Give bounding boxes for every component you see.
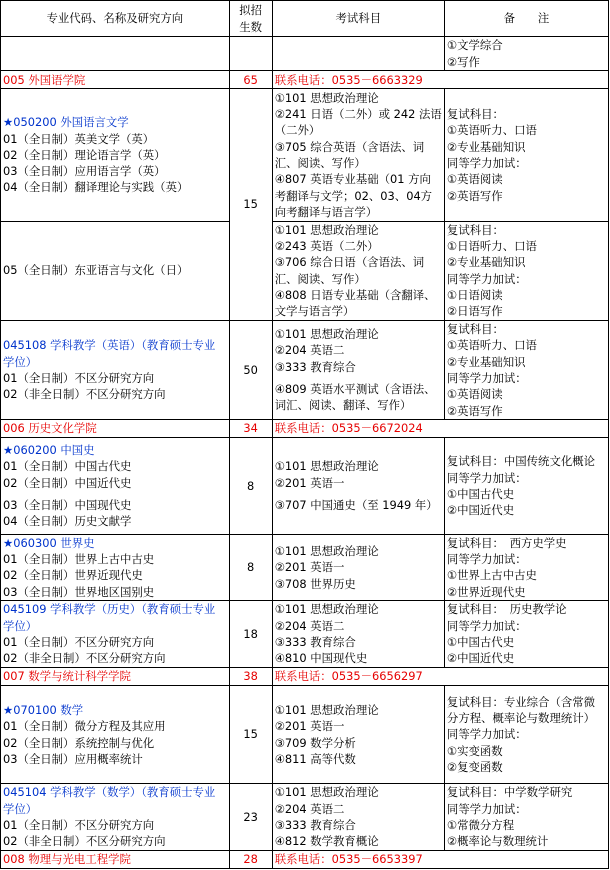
notes-cell: 复试科目： ①英语听力、口语 ②专业基础知识 同等学力加试： ①英语阅读 ②英语写作 xyxy=(444,89,608,221)
school-phone: 联系电话：0535－6663329 xyxy=(272,71,608,89)
table-row xyxy=(1,784,609,851)
table-row xyxy=(1,685,609,784)
major-cell: ★070100 数学 01（全日制）微分方程及其应用 02（全日制）系统控制与优化 03（全日制）应用概率统计 xyxy=(1,685,230,784)
major-cell: ★060300 世界史 01（全日制）世界上古中古史 02（全日制）世界近现代史 03（全日制）世界地区国别史 xyxy=(1,534,230,601)
table-row xyxy=(1,601,609,668)
school-plan: 28 xyxy=(229,850,272,868)
star-icon: ★ xyxy=(3,443,14,458)
plan-cell: 50 xyxy=(229,320,272,419)
plan-cell: 18 xyxy=(229,601,272,668)
table-row xyxy=(1,89,609,221)
major-cell: 045104 学科教学（数学）（教育硕士专业学位） 01（全日制）不区分研究方向 02（非全日制）不区分研究方向 xyxy=(1,784,230,851)
school-row xyxy=(1,850,609,868)
exam-cell: ①101 思想政治理论 ②201 英语一 ③709 数学分析 ④811 高等代数 xyxy=(272,685,444,784)
school-plan: 38 xyxy=(229,667,272,685)
notes-cell: ①文学综合 ②写作 xyxy=(444,37,608,71)
plan-cell: 23 xyxy=(229,784,272,851)
school-name: 005 外国语学院 xyxy=(1,71,230,89)
exam-cell: ①101 思想政治理论 ②201 英语一 ③707 中国通史（至 1949 年） xyxy=(272,438,444,535)
major-cell: 045108 学科教学（英语）（教育硕士专业学位） 01（全日制）不区分研究方向 02（非全日制）不区分研究方向 xyxy=(1,320,230,419)
school-row xyxy=(1,71,609,89)
school-name: 007 数学与统计科学学院 xyxy=(1,667,230,685)
table-row xyxy=(1,534,609,601)
exam-cell: ①101 思想政治理论 ②204 英语二 ③333 教育综合 ④810 中国现代史 xyxy=(272,601,444,668)
star-icon: ★ xyxy=(3,702,14,717)
table-row xyxy=(1,37,609,71)
school-name: 008 物理与光电工程学院 xyxy=(1,850,230,868)
header-row xyxy=(1,1,609,37)
school-plan: 34 xyxy=(229,420,272,438)
table-row xyxy=(1,438,609,535)
school-row xyxy=(1,667,609,685)
school-phone: 联系电话：0535－6672024 xyxy=(272,420,608,438)
star-icon: ★ xyxy=(3,115,14,130)
table-row xyxy=(1,221,609,320)
major-cell: 05（全日制）东亚语言与文化（日） xyxy=(1,221,230,320)
notes-cell: 复试科目： 历史教学论 同等学力加试： ①中国古代史 ②中国近代史 xyxy=(444,601,608,668)
exam-cell: ①101 思想政治理论 ②241 日语（二外）或 242 法语（二外） ③705 综合英语（含语法、词汇、阅读、写作） ④807 英语专业基础（01 方向考翻译与文学；02、03、04方向考翻译与语言学） xyxy=(272,89,444,221)
major-cell: ★060200 中国史 01（全日制）中国古代史 02（全日制）中国近代史 03（全日制）中国现代史 04（全日制）历史文献学 xyxy=(1,438,230,535)
exam-cell: ①101 思想政治理论 ②201 英语一 ③708 世界历史 xyxy=(272,534,444,601)
star-icon: ★ xyxy=(3,535,14,550)
header-notes: 备 注 xyxy=(444,1,608,37)
school-phone: 联系电话：0535－6656297 xyxy=(272,667,608,685)
table-row xyxy=(1,320,609,419)
plan-cell: 15 xyxy=(229,89,272,320)
notes-cell: 复试科目：中国传统文化概论 同等学力加试： ①中国古代史 ②中国近代史 xyxy=(444,438,608,535)
header-plan: 拟招 生数 xyxy=(229,1,272,37)
exam-cell: ①101 思想政治理论 ②243 英语（二外） ③706 综合日语（含语法、词汇、阅读、写作） ④808 日语专业基础（含翻译、文学与语言学） xyxy=(272,221,444,320)
notes-cell: 复试科目： 西方史学史 同等学力加试： ①世界上古中古史 ②世界近现代史 xyxy=(444,534,608,601)
major-cell: 045109 学科教学（历史）（教育硕士专业学位） 01（全日制）不区分研究方向 02（非全日制）不区分研究方向 xyxy=(1,601,230,668)
plan-cell: 8 xyxy=(229,534,272,601)
plan-cell: 8 xyxy=(229,438,272,535)
header-major: 专业代码、名称及研究方向 xyxy=(1,1,230,37)
notes-cell: 复试科目：专业综合（含常微分方程、概率论与数理统计） 同等学力加试： ①实变函数 ②复变函数 xyxy=(444,685,608,784)
major-cell: ★050200 外国语言文学 01（全日制）英美文学（英） 02（全日制）理论语言学（英） 03（全日制）应用语言学（英） 04（全日制）翻译理论与实践（英） xyxy=(1,89,230,221)
school-plan: 65 xyxy=(229,71,272,89)
header-exam: 考试科目 xyxy=(272,1,444,37)
exam-cell: ①101 思想政治理论 ②204 英语二 ③333 教育综合 ④812 数学教育概论 xyxy=(272,784,444,851)
school-name: 006 历史文化学院 xyxy=(1,420,230,438)
school-row xyxy=(1,420,609,438)
notes-cell: 复试科目：中学数学研究 同等学力加试： ①常微分方程 ②概率论与数理统计 xyxy=(444,784,608,851)
school-phone: 联系电话：0535－6653397 xyxy=(272,850,608,868)
notes-cell: 复试科目： ①日语听力、口语 ②专业基础知识 同等学力加试： ①日语阅读 ②日语写作 xyxy=(444,221,608,320)
notes-cell: 复试科目： ①英语听力、口语 ②专业基础知识 同等学力加试： ①英语阅读 ②英语写作 xyxy=(444,320,608,419)
exam-cell: ①101 思想政治理论 ②204 英语二 ③333 教育综合 ④809 英语水平测试（含语法、词汇、阅读、翻译、写作） xyxy=(272,320,444,419)
plan-cell: 15 xyxy=(229,685,272,784)
